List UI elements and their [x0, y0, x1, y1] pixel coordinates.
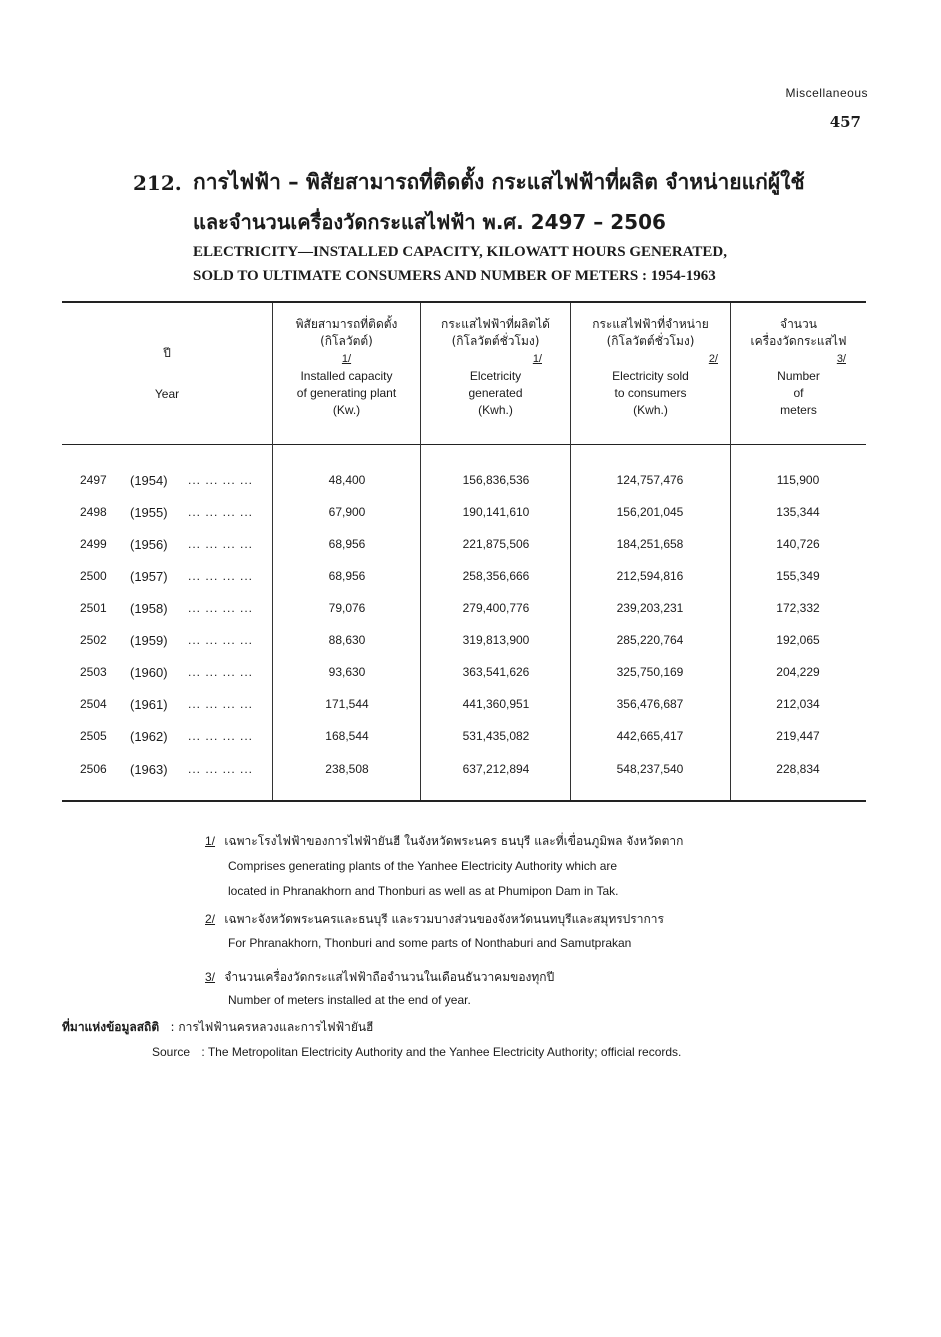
- year-ad-cell: (1954): [130, 473, 168, 488]
- capacity-cell: 67,900: [328, 505, 366, 519]
- sold-cell: 184,251,658: [616, 537, 684, 551]
- capacity-cell: 79,076: [328, 601, 366, 615]
- capacity-cell: 93,630: [328, 665, 366, 679]
- year-ad-cell: (1961): [130, 697, 168, 712]
- footnote-1-english-2: located in Phranakhorn and Thonburi as well as at Phumipon Dam in Tak.: [228, 884, 619, 898]
- table-row: [62, 762, 866, 782]
- generated-cell: 637,212,894: [462, 762, 530, 776]
- year-ad-cell: (1956): [130, 537, 168, 552]
- year-be-cell: 2499: [80, 537, 107, 551]
- sold-cell: 212,594,816: [616, 569, 684, 583]
- header-meters-thai-2: เครื่องวัดกระแสไฟ: [750, 334, 847, 348]
- header-capacity-thai-unit: (กิโลวัตต์): [320, 334, 373, 348]
- capacity-cell: 68,956: [328, 537, 366, 551]
- source-thai-label: ที่มาแห่งข้อมูลสถิติ: [62, 1020, 160, 1034]
- year-be-cell: 2501: [80, 601, 107, 615]
- capacity-cell: 88,630: [328, 633, 366, 647]
- footnote-2-thai-text: เฉพาะจังหวัดพระนครและธนบุรี และรวมบางส่วนของจังหวัดนนทบุรีและสมุทรปราการ: [224, 912, 664, 926]
- meters-cell: 115,900: [776, 473, 820, 487]
- leader-dots: ... ... ... ...: [188, 697, 254, 711]
- meters-cell: 135,344: [776, 505, 820, 519]
- table-row: [62, 665, 866, 685]
- source-thai: [62, 1018, 373, 1037]
- english-title-line-1: ELECTRICITY—INSTALLED CAPACITY, KILOWATT HOURS GENERATED,: [193, 244, 728, 260]
- leader-dots: ... ... ... ...: [188, 729, 254, 743]
- year-be-cell: 2502: [80, 633, 107, 647]
- capacity-cell: 68,956: [328, 569, 366, 583]
- table-row: [62, 697, 866, 717]
- year-ad-cell: (1960): [130, 665, 168, 680]
- header-year-english: Year: [154, 387, 180, 401]
- header-meters-thai: จำนวน: [780, 317, 817, 331]
- year-be-cell: 2506: [80, 762, 107, 776]
- leader-dots: ... ... ... ...: [188, 665, 254, 679]
- english-title-line-2: SOLD TO ULTIMATE CONSUMERS AND NUMBER OF METERS : 1954-1963: [193, 268, 716, 284]
- header-year: [62, 345, 272, 403]
- leader-dots: ... ... ... ...: [188, 537, 254, 551]
- header-sold-english-2: to consumers: [614, 386, 687, 400]
- sold-cell: 356,476,687: [616, 697, 684, 711]
- meters-cell: 140,726: [776, 537, 820, 551]
- meters-cell: 155,349: [776, 569, 820, 583]
- footnote-2-english: For Phranakhorn, Thonburi and some parts of Nonthaburi and Samutprakan: [228, 936, 632, 950]
- table-bottom-rule: [62, 800, 866, 802]
- sold-cell: 156,201,045: [616, 505, 684, 519]
- sold-cell: 325,750,169: [616, 665, 684, 679]
- header-capacity-english: Installed capacity: [300, 369, 393, 383]
- thai-title-line-1: การไฟฟ้า – พิสัยสามารถที่ติดตั้ง กระแสไฟฟ้าที่ผลิต จำหน่ายแก่ผู้ใช้: [193, 170, 805, 194]
- header-capacity-unit: (Kw.): [332, 403, 361, 417]
- footnote-1-english: Comprises generating plants of the Yanhee Electricity Authority which are: [228, 859, 618, 873]
- year-ad-cell: (1958): [130, 601, 168, 616]
- header-capacity-english-2: of generating plant: [296, 386, 397, 400]
- footnote-ref-1: 1/: [341, 353, 352, 365]
- generated-cell: 531,435,082: [462, 729, 530, 743]
- footnote-3-thai-text: จำนวนเครื่องวัดกระแสไฟฟ้าถือจำนวนในเดือนธันวาคมของทุกปี: [224, 970, 555, 984]
- generated-cell: 221,875,506: [462, 537, 530, 551]
- generated-cell: 319,813,900: [462, 633, 530, 647]
- header-generated: [421, 316, 570, 419]
- sold-cell: 239,203,231: [616, 601, 684, 615]
- generated-cell: 190,141,610: [462, 505, 530, 519]
- header-sold-english: Electricity sold: [612, 369, 689, 383]
- footnote-2-mark: 2/: [205, 912, 216, 926]
- header-rule: [62, 444, 866, 445]
- generated-cell: 156,836,536: [462, 473, 530, 487]
- header-sold-thai-unit: (กิโลวัตต์ชั่วโมง): [606, 334, 695, 348]
- leader-dots: ... ... ... ...: [188, 601, 254, 615]
- table-row: [62, 633, 866, 653]
- footnote-ref-2: 2/: [708, 353, 718, 365]
- header-generated-thai: กระแสไฟฟ้าที่ผลิตได้: [441, 317, 550, 331]
- capacity-cell: 171,544: [325, 697, 369, 711]
- generated-cell: 279,400,776: [462, 601, 530, 615]
- table-row: [62, 569, 866, 589]
- leader-dots: ... ... ... ...: [188, 505, 254, 519]
- source-english-text: : The Metropolitan Electricity Authority and the Yanhee Electricity Authority; official records.: [201, 1045, 682, 1059]
- header-capacity: [273, 316, 420, 419]
- header-year-thai: ปี: [163, 346, 171, 360]
- meters-cell: 228,834: [776, 762, 820, 776]
- source-english-label: Source: [152, 1045, 191, 1059]
- leader-dots: ... ... ... ...: [188, 633, 254, 647]
- year-ad-cell: (1959): [130, 633, 168, 648]
- capacity-cell: 168,544: [325, 729, 369, 743]
- footnote-2-thai: [205, 910, 664, 929]
- generated-cell: 258,356,666: [462, 569, 530, 583]
- table-row: [62, 505, 866, 525]
- source-thai-text: : การไฟฟ้านครหลวงและการไฟฟ้ายันฮี: [170, 1020, 374, 1034]
- leader-dots: ... ... ... ...: [188, 762, 254, 776]
- header-generated-english-2: generated: [468, 386, 523, 400]
- meters-cell: 192,065: [776, 633, 820, 647]
- header-sold-thai: กระแสไฟฟ้าที่จำหน่าย: [592, 317, 709, 331]
- table-row: [62, 473, 866, 493]
- generated-cell: 363,541,626: [462, 665, 530, 679]
- year-ad-cell: (1962): [130, 729, 168, 744]
- meters-cell: 219,447: [776, 729, 820, 743]
- year-be-cell: 2505: [80, 729, 107, 743]
- header-meters-english-2: of: [793, 386, 804, 400]
- table-row: [62, 601, 866, 621]
- generated-cell: 441,360,951: [462, 697, 530, 711]
- table-row: [62, 729, 866, 749]
- header-sold-unit: (Kwh.): [633, 403, 668, 417]
- table-number: 212.: [133, 171, 182, 195]
- sold-cell: 124,757,476: [616, 473, 684, 487]
- header-generated-unit: (Kwh.): [478, 403, 513, 417]
- year-ad-cell: (1955): [130, 505, 168, 520]
- page-number: 457: [829, 113, 861, 131]
- footnote-1-thai: [205, 832, 683, 851]
- footnote-1-thai-text: เฉพาะโรงไฟฟ้าของการไฟฟ้ายันฮี ในจังหวัดพระนคร ธนบุรี และที่เขื่อนภูมิพล จังหวัดตาก: [224, 834, 684, 848]
- year-be-cell: 2504: [80, 697, 107, 711]
- footnote-ref-1: 1/: [532, 353, 542, 365]
- header-capacity-thai: พิสัยสามารถที่ติดตั้ง: [295, 317, 398, 331]
- year-be-cell: 2500: [80, 569, 107, 583]
- sold-cell: 285,220,764: [616, 633, 684, 647]
- sold-cell: 442,665,417: [616, 729, 684, 743]
- thai-title-line-2: และจำนวนเครื่องวัดกระแสไฟฟ้า พ.ศ. 2497 – 2506: [193, 210, 666, 234]
- source-english: [152, 1045, 681, 1059]
- header-meters: [731, 316, 866, 419]
- capacity-cell: 238,508: [325, 762, 369, 776]
- header-generated-english: Elcetricity: [469, 369, 522, 383]
- header-generated-thai-unit: (กิโลวัตต์ชั่วโมง): [451, 334, 540, 348]
- table-top-rule: [62, 301, 866, 303]
- header-meters-english: Number: [777, 369, 820, 383]
- meters-cell: 212,034: [776, 697, 820, 711]
- year-be-cell: 2498: [80, 505, 107, 519]
- footnote-1-mark: 1/: [205, 834, 216, 848]
- year-be-cell: 2503: [80, 665, 107, 679]
- header-meters-english-3: meters: [780, 403, 817, 417]
- footnote-3-mark: 3/: [205, 970, 216, 984]
- table-row: [62, 537, 866, 557]
- year-be-cell: 2497: [80, 473, 107, 487]
- year-ad-cell: (1957): [130, 569, 168, 584]
- capacity-cell: 48,400: [328, 473, 366, 487]
- header-sold: [571, 316, 730, 419]
- sold-cell: 548,237,540: [616, 762, 684, 776]
- footnote-3-thai: [205, 968, 554, 987]
- leader-dots: ... ... ... ...: [188, 473, 254, 487]
- section-label: Miscellaneous: [785, 86, 868, 100]
- footnote-3-english: Number of meters installed at the end of year.: [228, 993, 471, 1007]
- footnote-ref-3: 3/: [836, 353, 846, 365]
- leader-dots: ... ... ... ...: [188, 569, 254, 583]
- meters-cell: 204,229: [776, 665, 820, 679]
- meters-cell: 172,332: [776, 601, 820, 615]
- year-ad-cell: (1963): [130, 762, 168, 777]
